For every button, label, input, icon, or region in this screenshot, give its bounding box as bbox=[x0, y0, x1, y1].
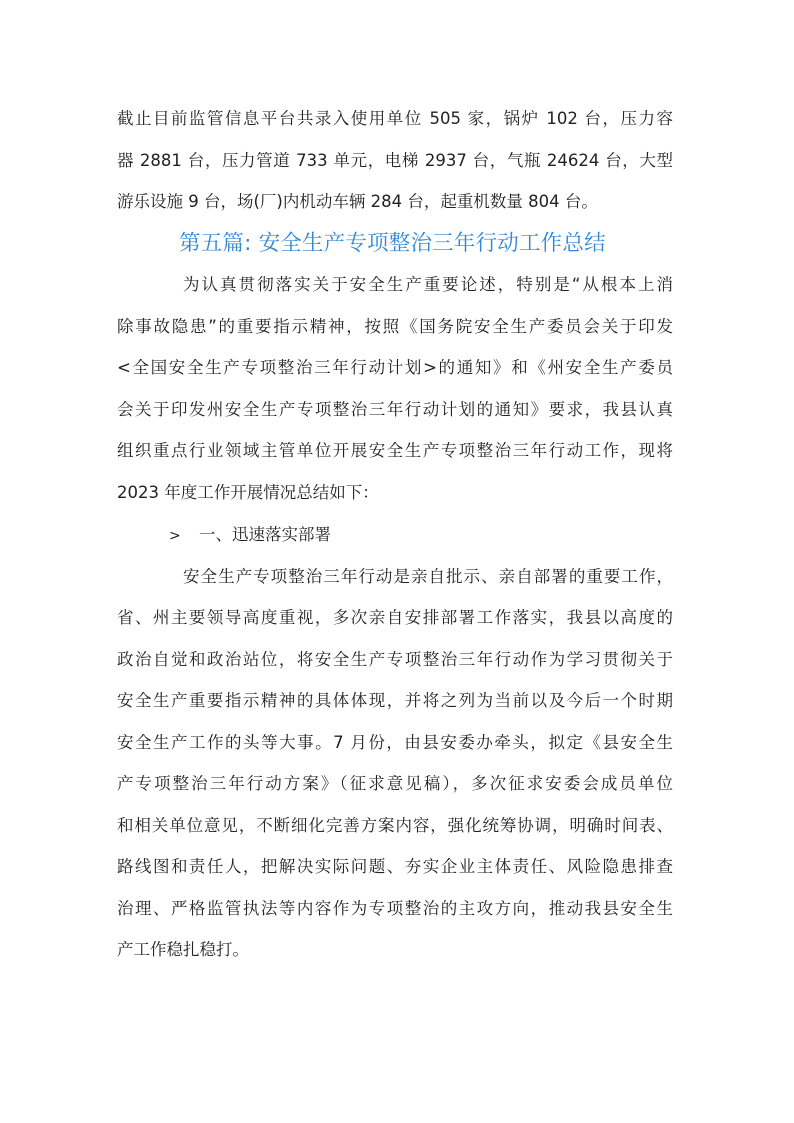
para1-line-3: <全国安全生产专项整治三年行动计划>的通知》和《州安全生产委员 bbox=[117, 358, 673, 377]
para2-line-3: 政治自觉和政治站位，将安全生产专项整治三年行动作为学习贯彻关于 bbox=[117, 650, 673, 669]
intro-line-3: 游乐设施 9 台，场(厂)内机动车辆 284 台，起重机数量 804 台。 bbox=[117, 192, 598, 211]
intro-line-1: 截止目前监管信息平台共录入使用单位 505 家，锅炉 102 台，压力容 bbox=[117, 109, 673, 128]
intro-line-2: 器 2881 台，压力管道 733 单元，电梯 2937 台，气瓶 24624 台，大型 bbox=[117, 151, 673, 170]
para1-line-5: 组织重点行业领域主管单位开展安全生产专项整治三年行动工作，现将 bbox=[117, 441, 673, 460]
para1-line-6: 2023 年度工作开展情况总结如下： bbox=[117, 483, 379, 502]
para2-line-9: 治理、严格监管执法等内容作为专项整治的主攻方向，推动我县安全生 bbox=[117, 899, 673, 918]
para2-line-1: 安全生产专项整治三年行动是亲自批示、亲自部署的重要工作， bbox=[183, 567, 673, 586]
list-item bbox=[169, 524, 331, 547]
para2-line-7: 和相关单位意见，不断细化完善方案内容，强化统筹协调，明确时间表、 bbox=[117, 816, 673, 835]
para1-line-2: 除事故隐患”的重要指示精神，按照《国务院安全生产委员会关于印发 bbox=[117, 317, 673, 336]
section-heading: 第五篇: 安全生产专项整治三年行动工作总结 bbox=[179, 231, 606, 256]
bullet-text: 一、迅速落实部署 bbox=[199, 525, 331, 544]
para2-line-2: 省、州主要领导高度重视，多次亲自安排部署工作落实，我县以高度的 bbox=[117, 608, 673, 627]
para2-line-10: 产工作稳扎稳打。 bbox=[117, 940, 249, 959]
para2-line-4: 安全生产重要指示精神的具体体现，并将之列为当前以及今后一个时期 bbox=[117, 691, 673, 710]
para1-line-1: 为认真贯彻落实关于安全生产重要论述，特别是“从根本上消 bbox=[183, 275, 673, 294]
bullet-arrow-icon: > bbox=[169, 528, 181, 544]
para2-line-5: 安全生产工作的头等大事。7 月份，由县安委办牵头，拟定《县安全生 bbox=[117, 733, 673, 752]
para2-line-8: 路线图和责任人，把解决实际问题、夯实企业主体责任、风险隐患排查 bbox=[117, 857, 673, 876]
para1-line-4: 会关于印发州安全生产专项整治三年行动计划的通知》要求，我县认真 bbox=[117, 400, 673, 419]
para2-line-6: 产专项整治三年行动方案》（征求意见稿），多次征求安委会成员单位 bbox=[117, 774, 673, 793]
